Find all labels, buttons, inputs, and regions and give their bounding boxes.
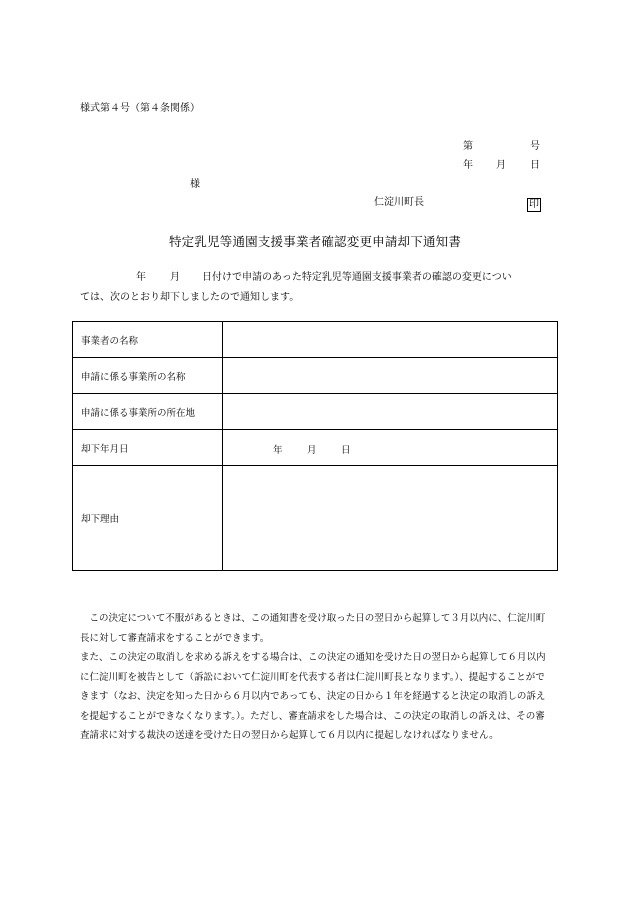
row-label: 却下年月日 bbox=[73, 430, 223, 466]
row-label: 却下理由 bbox=[73, 466, 223, 571]
table-row bbox=[73, 358, 558, 394]
rejection-date-value bbox=[223, 430, 558, 466]
intro-line1: 日付けで申請のあった特定乳児等通園支援事業者の確認の変更につい bbox=[202, 272, 512, 283]
date-month-label: 月 bbox=[496, 160, 506, 171]
date-day-label: 日 bbox=[530, 160, 540, 171]
row-label: 申請に係る事業所の所在地 bbox=[73, 394, 223, 430]
intro-month: 月 bbox=[170, 272, 180, 283]
form-number: 様式第４号（第４条関係） bbox=[80, 103, 200, 114]
table-row bbox=[73, 466, 558, 571]
intro-line2: ては、次のとおり却下しましたので通知します。 bbox=[80, 292, 300, 303]
rejection-year-label: 年 bbox=[273, 445, 283, 456]
rejection-month-label: 月 bbox=[307, 445, 317, 456]
row-value bbox=[223, 322, 558, 358]
table-row bbox=[73, 394, 558, 430]
row-label: 申請に係る事業所の名称 bbox=[73, 358, 223, 394]
appeal-note-1: この決定について不服があるときは、この通知書を受け取った日の翌日から起算して３月以内に、仁淀川町長に対して審査請求をすることができます。 bbox=[80, 613, 546, 644]
row-value bbox=[223, 466, 558, 571]
table-row bbox=[73, 430, 558, 466]
table-row bbox=[73, 322, 558, 358]
row-label: 事業者の名称 bbox=[73, 322, 223, 358]
notice-table bbox=[72, 321, 558, 571]
seal-mark: 印 bbox=[529, 199, 539, 210]
rejection-day-label: 日 bbox=[341, 445, 351, 456]
document-title: 特定乳児等通園支援事業者確認変更申請却下通知書 bbox=[168, 234, 462, 249]
addressee-suffix: 様 bbox=[190, 179, 200, 190]
appeal-note-2: また、この決定の取消しを求める訴えをする場合は、この決定の通知を受けた日の翌日から起算して６月以内に仁淀川町を被告として（訴訟において仁淀川町を代表する者は仁淀川町長となります。）、提起することができます（なお、決定を知った日から６月以内であっても、決定の日から１年を経過すると決定の取消しの訴えを提起することができなくなります。）。ただし、審査請求をした場合は、この決定の取消しの訴えは、その審査請求に対する裁決の送達を受けた日の翌日から起算して６月以内に提起しなければなりません。 bbox=[80, 652, 546, 741]
intro-year: 年 bbox=[136, 272, 146, 283]
appeal-notes bbox=[80, 609, 554, 746]
doc-number-suffix: 号 bbox=[530, 141, 540, 152]
doc-number-prefix: 第 bbox=[463, 141, 473, 152]
date-year-label: 年 bbox=[463, 160, 473, 171]
row-value bbox=[223, 358, 558, 394]
row-value bbox=[223, 394, 558, 430]
issuer-name: 仁淀川町長 bbox=[374, 197, 424, 208]
